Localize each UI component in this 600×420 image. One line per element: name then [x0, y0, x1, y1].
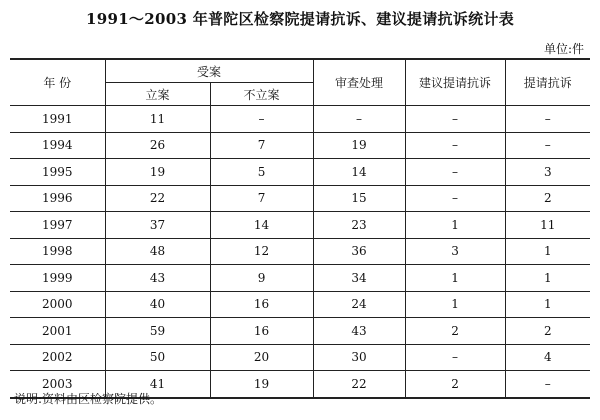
cell-not-filed: 5: [210, 159, 313, 186]
cell-filed: 41: [105, 371, 210, 398]
header-accepted: 受案: [105, 59, 313, 83]
header-year: 年 份: [10, 59, 105, 106]
cell-filed: 48: [105, 238, 210, 265]
table-row: [10, 132, 590, 159]
cell-not-filed: 19: [210, 371, 313, 398]
cell-filed: 37: [105, 212, 210, 239]
cell-suggest: 2: [405, 371, 505, 398]
header-request-protest: 提请抗诉: [505, 59, 590, 106]
table-row: [10, 265, 590, 292]
cell-year: 1999: [10, 265, 105, 292]
cell-year: 2001: [10, 318, 105, 345]
cell-suggest: 1: [405, 265, 505, 292]
cell-not-filed: 7: [210, 132, 313, 159]
source-note: 说明:资料由区检察院提供。: [14, 392, 163, 406]
cell-not-filed: 12: [210, 238, 313, 265]
cell-filed: 43: [105, 265, 210, 292]
cell-request: 2: [505, 185, 590, 212]
cell-request: 2: [505, 318, 590, 345]
cell-request: –: [505, 132, 590, 159]
cell-filed: 26: [105, 132, 210, 159]
cell-review: 24: [313, 291, 405, 318]
table-row: [10, 238, 590, 265]
table-row: [10, 185, 590, 212]
cell-year: 1998: [10, 238, 105, 265]
cell-suggest: 2: [405, 318, 505, 345]
cell-review: 23: [313, 212, 405, 239]
cell-not-filed: 16: [210, 318, 313, 345]
table-row: [10, 344, 590, 371]
cell-filed: 59: [105, 318, 210, 345]
cell-review: 14: [313, 159, 405, 186]
table-row: [10, 106, 590, 133]
cell-suggest: –: [405, 132, 505, 159]
cell-review: 22: [313, 371, 405, 398]
cell-request: –: [505, 371, 590, 398]
cell-request: 11: [505, 212, 590, 239]
table-row: [10, 291, 590, 318]
cell-year: 1994: [10, 132, 105, 159]
cell-review: 36: [313, 238, 405, 265]
cell-not-filed: –: [210, 106, 313, 133]
cell-year: 1996: [10, 185, 105, 212]
cell-request: 1: [505, 265, 590, 292]
cell-review: 43: [313, 318, 405, 345]
table-row: [10, 318, 590, 345]
header-suggest-protest: 建议提请抗诉: [405, 59, 505, 106]
statistics-table: [10, 58, 590, 399]
cell-suggest: –: [405, 185, 505, 212]
table-row: [10, 212, 590, 239]
cell-year: 1995: [10, 159, 105, 186]
cell-review: 19: [313, 132, 405, 159]
table-row: [10, 159, 590, 186]
header-filed: 立案: [105, 83, 210, 106]
cell-request: 1: [505, 238, 590, 265]
cell-request: 4: [505, 344, 590, 371]
cell-year: 2000: [10, 291, 105, 318]
cell-year: 1997: [10, 212, 105, 239]
cell-suggest: –: [405, 344, 505, 371]
cell-not-filed: 9: [210, 265, 313, 292]
cell-filed: 11: [105, 106, 210, 133]
cell-year: 2002: [10, 344, 105, 371]
cell-suggest: 1: [405, 212, 505, 239]
cell-filed: 40: [105, 291, 210, 318]
cell-suggest: –: [405, 159, 505, 186]
cell-review: –: [313, 106, 405, 133]
cell-not-filed: 14: [210, 212, 313, 239]
header-review: 审查处理: [313, 59, 405, 106]
unit-label: 单位:件: [543, 42, 584, 56]
cell-suggest: 1: [405, 291, 505, 318]
table-title: 1991～2003 年普陀区检察院提请抗诉、建议提请抗诉统计表: [85, 10, 515, 28]
cell-not-filed: 16: [210, 291, 313, 318]
cell-filed: 22: [105, 185, 210, 212]
cell-review: 30: [313, 344, 405, 371]
cell-suggest: 3: [405, 238, 505, 265]
cell-not-filed: 20: [210, 344, 313, 371]
cell-request: 1: [505, 291, 590, 318]
cell-filed: 50: [105, 344, 210, 371]
cell-review: 15: [313, 185, 405, 212]
cell-filed: 19: [105, 159, 210, 186]
cell-year: 2003: [10, 371, 105, 398]
cell-suggest: –: [405, 106, 505, 133]
cell-request: –: [505, 106, 590, 133]
cell-review: 34: [313, 265, 405, 292]
cell-request: 3: [505, 159, 590, 186]
cell-not-filed: 7: [210, 185, 313, 212]
cell-year: 1991: [10, 106, 105, 133]
header-not-filed: 不立案: [210, 83, 313, 106]
